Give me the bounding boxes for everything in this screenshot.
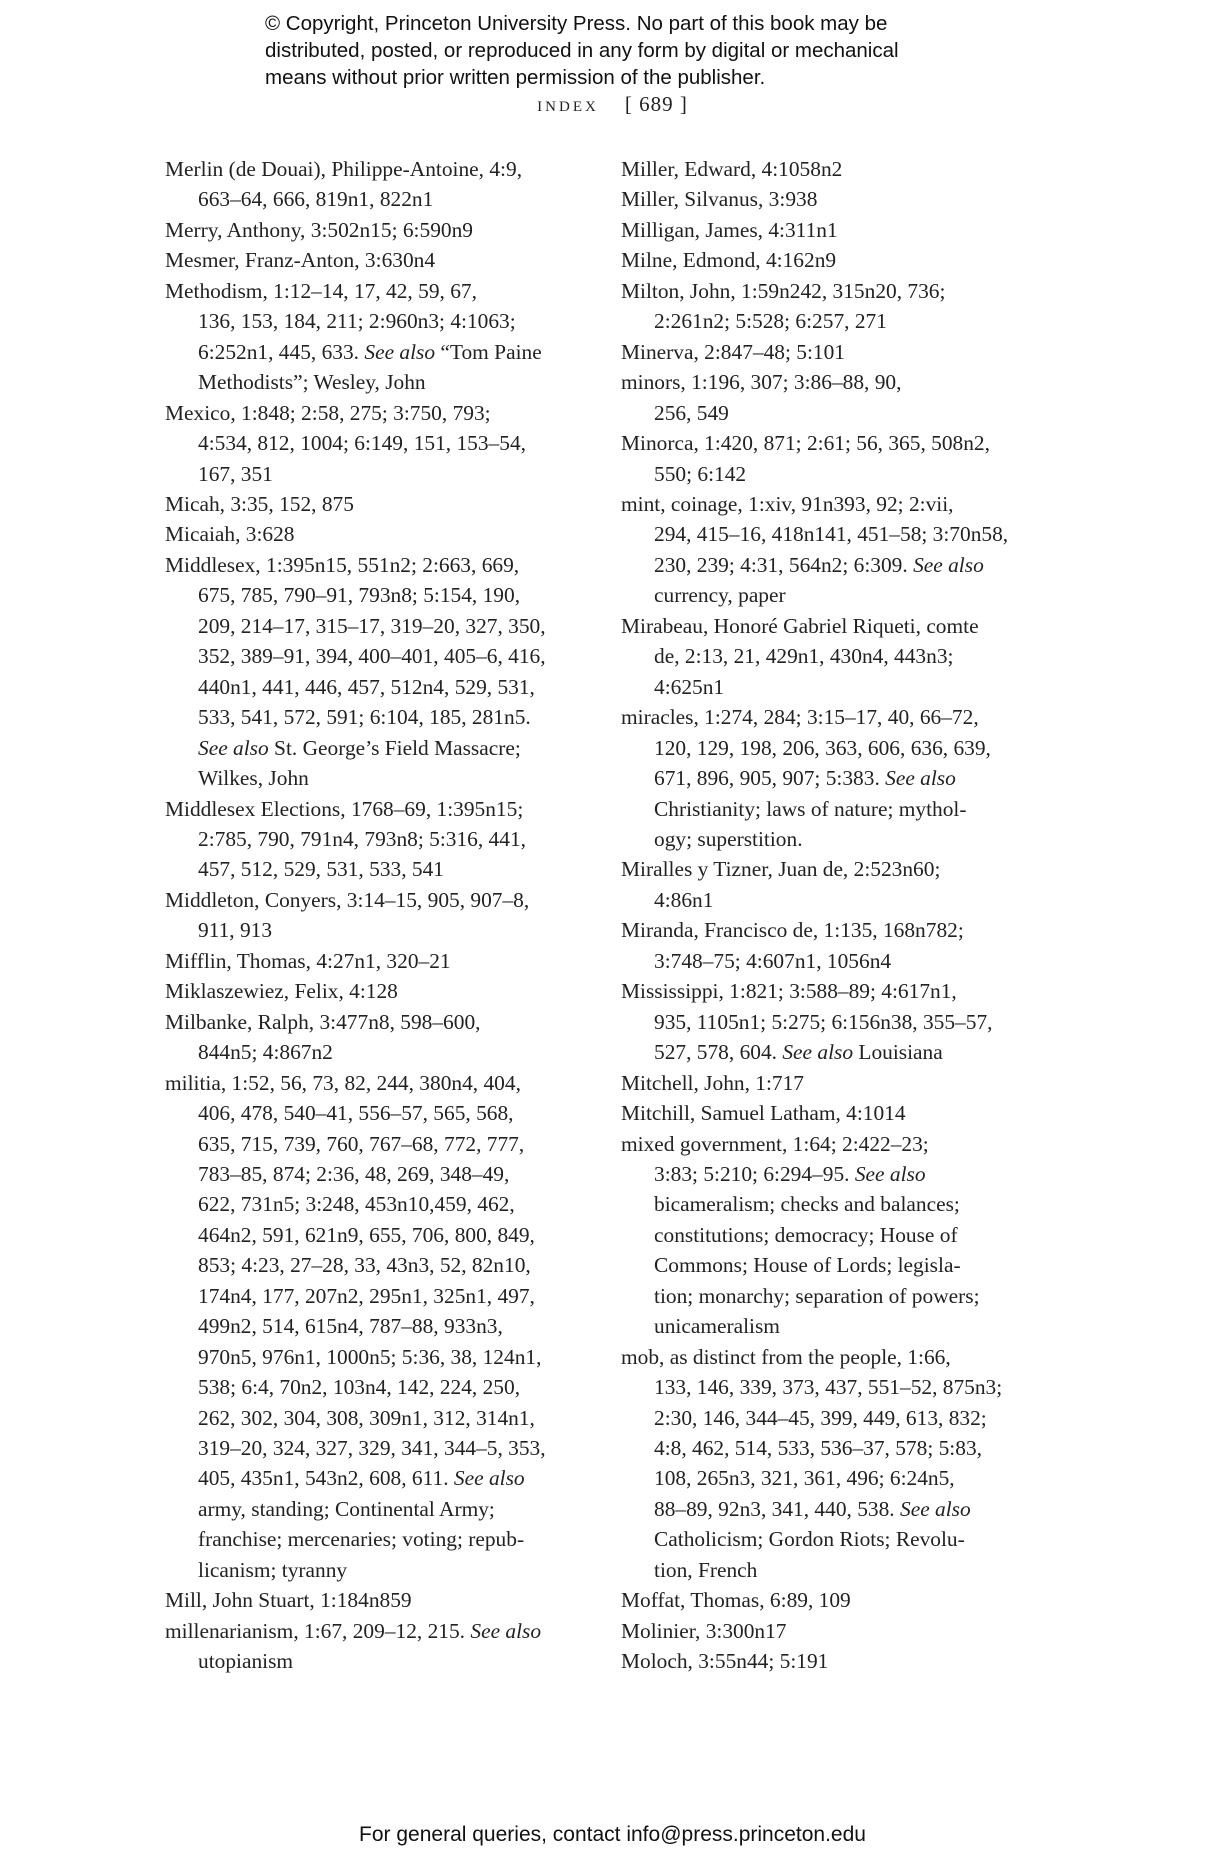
index-entry-heading-line: Moffat, Thomas, 6:89, 109 — [621, 1588, 851, 1613]
index-entry-heading-line: Miralles y Tizner, Juan de, 2:523n60; — [621, 857, 941, 882]
copyright-notice — [265, 10, 1025, 91]
index-entry-continuation-line: tion, French — [654, 1557, 758, 1582]
index-entry-continuation-line: 3:83; 5:210; 6:294–95. See also — [654, 1161, 926, 1186]
index-entry-heading-line: mint, coinage, 1:xiv, 91n393, 92; 2:vii, — [621, 491, 954, 516]
index-entry — [621, 611, 1041, 702]
index-entry-continuation-line: 550; 6:142 — [654, 461, 747, 486]
index-entry-continuation-line: franchise; mercenaries; voting; repub- — [198, 1527, 525, 1552]
index-entry-continuation-line: constitutions; democracy; House of — [654, 1222, 958, 1247]
index-entry-heading-line: Methodism, 1:12–14, 17, 42, 59, 67, — [165, 278, 477, 303]
see-also-label: See also — [364, 339, 436, 364]
index-entry-continuation-line: 844n5; 4:867n2 — [198, 1040, 333, 1065]
index-entry-continuation-line: 3:748–75; 4:607n1, 1056n4 — [654, 948, 892, 973]
index-entry — [621, 1129, 1041, 1342]
index-entry-heading-line: Middlesex, 1:395n15, 551n2; 2:663, 669, — [165, 552, 520, 577]
index-entry-heading-line: Miklaszewiez, Felix, 4:128 — [165, 979, 398, 1004]
index-entry-continuation-line: 230, 239; 4:31, 564n2; 6:309. See also — [654, 552, 984, 577]
index-entry-continuation-line: Christianity; laws of nature; mythol- — [654, 796, 967, 821]
index-entry-continuation-line: 457, 512, 529, 531, 533, 541 — [198, 857, 444, 882]
index-entry — [621, 489, 1041, 611]
index-entry-continuation-line: 635, 715, 739, 760, 767–68, 772, 777, — [198, 1131, 525, 1156]
running-head — [0, 92, 1225, 117]
index-entry-continuation-line: 4:534, 812, 1004; 6:149, 151, 153–54, — [198, 431, 526, 456]
index-entry — [165, 215, 595, 245]
index-entry-heading-line: Miranda, Francisco de, 1:135, 168n782; — [621, 918, 964, 943]
index-entry-continuation-line: 440n1, 441, 446, 457, 512n4, 529, 531, — [198, 674, 535, 699]
index-entry-continuation-line: 133, 146, 339, 373, 437, 551–52, 875n3; — [654, 1375, 1003, 1400]
index-column-left — [165, 154, 595, 1677]
index-entry — [165, 1616, 595, 1677]
index-entry-heading-line: Milbanke, Ralph, 3:477n8, 598–600, — [165, 1009, 481, 1034]
index-entry — [165, 245, 595, 275]
index-entry-continuation-line: 4:625n1 — [654, 674, 725, 699]
index-entry-heading-line: Micah, 3:35, 152, 875 — [165, 491, 354, 516]
index-entry — [165, 398, 595, 489]
index-entry-continuation-line: 209, 214–17, 315–17, 319–20, 327, 350, — [198, 613, 546, 638]
index-entry-heading-line: Minerva, 2:847–48; 5:101 — [621, 339, 845, 364]
index-entry — [165, 276, 595, 398]
index-entry — [165, 1068, 595, 1586]
index-entry-heading-line: Milligan, James, 4:311n1 — [621, 217, 838, 242]
index-entry-heading-line: Mississippi, 1:821; 3:588–89; 4:617n1, — [621, 979, 957, 1004]
index-entry-continuation-line: 622, 731n5; 3:248, 453n10,459, 462, — [198, 1192, 515, 1217]
index-entry-continuation-line: 935, 1105n1; 5:275; 6:156n38, 355–57, — [654, 1009, 993, 1034]
index-entry-heading-line: Milton, John, 1:59n242, 315n20, 736; — [621, 278, 946, 303]
index-entry-continuation-line: de, 2:13, 21, 429n1, 430n4, 443n3; — [654, 644, 954, 669]
index-entry-heading-line: Miller, Edward, 4:1058n2 — [621, 157, 843, 181]
index-entry-continuation-line: 120, 129, 198, 206, 363, 606, 636, 639, — [654, 735, 991, 760]
index-entry — [165, 519, 595, 549]
index-entry — [621, 1068, 1041, 1098]
copyright-line: distributed, posted, or reproduced in any form by digital or mechanical — [265, 39, 899, 62]
index-entry — [621, 854, 1041, 915]
index-entry — [165, 946, 595, 976]
index-entry-heading-line: Mill, John Stuart, 1:184n859 — [165, 1588, 412, 1613]
index-entry-continuation-line: 2:785, 790, 791n4, 793n8; 5:316, 441, — [198, 826, 526, 851]
index-entry-continuation-line: 6:252n1, 445, 633. See also “Tom Paine — [198, 339, 542, 364]
index-entry-continuation-line: bicameralism; checks and balances; — [654, 1192, 960, 1217]
footer-contact: For general queries, contact info@press.princeton.edu — [359, 1823, 866, 1846]
index-entry-continuation-line: 2:30, 146, 344–45, 399, 449, 613, 832; — [654, 1405, 987, 1430]
index-entry — [621, 245, 1041, 275]
index-entry-continuation-line: licanism; tyranny — [198, 1557, 348, 1582]
index-entry — [165, 976, 595, 1006]
running-head-label: index — [537, 92, 599, 116]
index-entry-continuation-line: 108, 265n3, 321, 361, 496; 6:24n5, — [654, 1466, 955, 1491]
index-entry-continuation-line: 167, 351 — [198, 461, 273, 486]
index-entry-heading-line: Mitchill, Samuel Latham, 4:1014 — [621, 1101, 906, 1126]
index-entry — [165, 794, 595, 885]
index-entry-continuation-line: currency, paper — [654, 583, 786, 608]
index-entry-heading-line: Merlin (de Douai), Philippe-Antoine, 4:9, — [165, 157, 523, 181]
index-column-right — [621, 154, 1041, 1677]
see-also-label: See also — [470, 1618, 542, 1643]
index-entry-continuation-line: 4:86n1 — [654, 887, 714, 912]
index-entry — [165, 885, 595, 946]
index-entry-continuation-line: 174n4, 177, 207n2, 295n1, 325n1, 497, — [198, 1283, 535, 1308]
index-entry — [165, 1585, 595, 1615]
index-entry-continuation-line: 352, 389–91, 394, 400–401, 405–6, 416, — [198, 644, 546, 669]
index-entry-continuation-line: 663–64, 666, 819n1, 822n1 — [198, 187, 434, 212]
see-also-label: See also — [854, 1161, 926, 1186]
index-entry-continuation-line: 262, 302, 304, 308, 309n1, 312, 314n1, — [198, 1405, 535, 1430]
index-entry-heading-line: mob, as distinct from the people, 1:66, — [621, 1344, 951, 1369]
copyright-line: © Copyright, Princeton University Press. No part of this book may be — [265, 12, 888, 35]
index-entry-continuation-line: Catholicism; Gordon Riots; Revolu- — [654, 1527, 965, 1552]
see-also-label: See also — [885, 766, 956, 791]
index-entry-continuation-line: unicameralism — [654, 1314, 780, 1339]
index-entry-continuation-line: 4:8, 462, 514, 533, 536–37, 578; 5:83, — [654, 1436, 982, 1461]
index-entry — [621, 915, 1041, 976]
index-entry — [621, 154, 1041, 184]
index-entry — [621, 367, 1041, 428]
index-entry-continuation-line: tion; monarchy; separation of powers; — [654, 1283, 980, 1308]
index-entry-continuation-line: 675, 785, 790–91, 793n8; 5:154, 190, — [198, 583, 521, 608]
index-entry-continuation-line: utopianism — [198, 1649, 294, 1674]
index-entry-heading-line: militia, 1:52, 56, 73, 82, 244, 380n4, 404, — [165, 1070, 521, 1095]
index-entry-continuation-line: 2:261n2; 5:528; 6:257, 271 — [654, 309, 887, 334]
index-entry — [621, 428, 1041, 489]
index-entry-continuation-line: 464n2, 591, 621n9, 655, 706, 800, 849, — [198, 1222, 535, 1247]
see-also-label: See also — [913, 552, 984, 577]
index-entry-continuation-line: 671, 896, 905, 907; 5:383. See also — [654, 766, 956, 791]
index-entry-heading-line: miracles, 1:274, 284; 3:15–17, 40, 66–72, — [621, 705, 979, 730]
index-entry-heading-line: Mexico, 1:848; 2:58, 275; 3:750, 793; — [165, 400, 491, 425]
index-entry-heading-line: millenarianism, 1:67, 209–12, 215. See also — [165, 1618, 542, 1643]
index-entry-continuation-line: Wilkes, John — [198, 766, 309, 791]
index-entry — [165, 1007, 595, 1068]
index-entry-heading-line: Molinier, 3:300n17 — [621, 1618, 787, 1643]
index-entry — [621, 1342, 1041, 1586]
index-entry-continuation-line: 538; 6:4, 70n2, 103n4, 142, 224, 250, — [198, 1375, 521, 1400]
index-entry — [621, 702, 1041, 854]
index-entry-continuation-line: 405, 435n1, 543n2, 608, 611. See also — [198, 1466, 525, 1491]
see-also-label: See also — [453, 1466, 525, 1491]
index-entry-heading-line: Miller, Silvanus, 3:938 — [621, 187, 818, 212]
index-entry-heading-line: Moloch, 3:55n44; 5:191 — [621, 1649, 829, 1674]
index-entry — [621, 337, 1041, 367]
index-entry-heading-line: Mesmer, Franz-Anton, 3:630n4 — [165, 248, 436, 273]
index-entry-continuation-line: 853; 4:23, 27–28, 33, 43n3, 52, 82n10, — [198, 1253, 531, 1278]
index-entry-continuation-line: 88–89, 92n3, 341, 440, 538. See also — [654, 1496, 971, 1521]
index-entry — [621, 1616, 1041, 1646]
index-entry-heading-line: Micaiah, 3:628 — [165, 522, 295, 547]
index-entry-continuation-line: 319–20, 324, 327, 329, 341, 344–5, 353, — [198, 1436, 546, 1461]
index-entry — [165, 154, 595, 215]
index-entry-continuation-line: 499n2, 514, 615n4, 787–88, 933n3, — [198, 1314, 503, 1339]
index-entry-heading-line: Mitchell, John, 1:717 — [621, 1070, 805, 1095]
copyright-line: means without prior written permission of the publisher. — [265, 66, 766, 89]
index-entry-heading-line: Mirabeau, Honoré Gabriel Riqueti, comte — [621, 613, 979, 638]
index-entry-continuation-line: ogy; superstition. — [654, 826, 803, 851]
index-entry-continuation-line: 294, 415–16, 418n141, 451–58; 3:70n58, — [654, 522, 1009, 547]
index-entry-continuation-line: 406, 478, 540–41, 556–57, 565, 568, — [198, 1101, 514, 1126]
page-number: [ 689 ] — [624, 92, 688, 116]
index-entry — [621, 1098, 1041, 1128]
index-entry-continuation-line: 136, 153, 184, 211; 2:960n3; 4:1063; — [198, 309, 516, 334]
index-entry-continuation-line: 970n5, 976n1, 1000n5; 5:36, 38, 124n1, — [198, 1344, 542, 1369]
index-entry-continuation-line: 256, 549 — [654, 400, 729, 425]
index-entry-continuation-line: Methodists”; Wesley, John — [198, 370, 426, 395]
index-entry-heading-line: mixed government, 1:64; 2:422–23; — [621, 1131, 929, 1156]
index-entry-continuation-line: 527, 578, 604. See also Louisiana — [654, 1040, 943, 1065]
see-also-label: See also — [900, 1496, 971, 1521]
index-entry-continuation-line: army, standing; Continental Army; — [198, 1496, 495, 1521]
index-entry-heading-line: minors, 1:196, 307; 3:86–88, 90, — [621, 370, 902, 395]
index-entry — [621, 276, 1041, 337]
index-entry-continuation-line: 533, 541, 572, 591; 6:104, 185, 281n5. — [198, 705, 531, 730]
index-entry-continuation-line: 783–85, 874; 2:36, 48, 269, 348–49, — [198, 1161, 510, 1186]
index-entry-heading-line: Middleton, Conyers, 3:14–15, 905, 907–8, — [165, 887, 530, 912]
index-entry-heading-line: Mifflin, Thomas, 4:27n1, 320–21 — [165, 948, 451, 973]
index-entry — [165, 489, 595, 519]
index-entry-heading-line: Minorca, 1:420, 871; 2:61; 56, 365, 508n2, — [621, 431, 990, 456]
index-entry-heading-line: Merry, Anthony, 3:502n15; 6:590n9 — [165, 217, 473, 242]
index-entry-continuation-line: 911, 913 — [198, 918, 273, 943]
index-entry — [621, 184, 1041, 214]
see-also-label: See also — [782, 1040, 854, 1065]
index-entry — [621, 976, 1041, 1067]
index-entry — [621, 215, 1041, 245]
index-entry-continuation-line: See also St. George’s Field Massacre; — [198, 735, 521, 760]
index-entry-continuation-line: Commons; House of Lords; legisla- — [654, 1253, 961, 1278]
index-entry — [165, 550, 595, 794]
index-entry-heading-line: Milne, Edmond, 4:162n9 — [621, 248, 837, 273]
see-also-label: See also — [198, 735, 269, 760]
index-entry — [621, 1646, 1041, 1676]
index-entry-heading-line: Middlesex Elections, 1768–69, 1:395n15; — [165, 796, 524, 821]
index-entry — [621, 1585, 1041, 1615]
